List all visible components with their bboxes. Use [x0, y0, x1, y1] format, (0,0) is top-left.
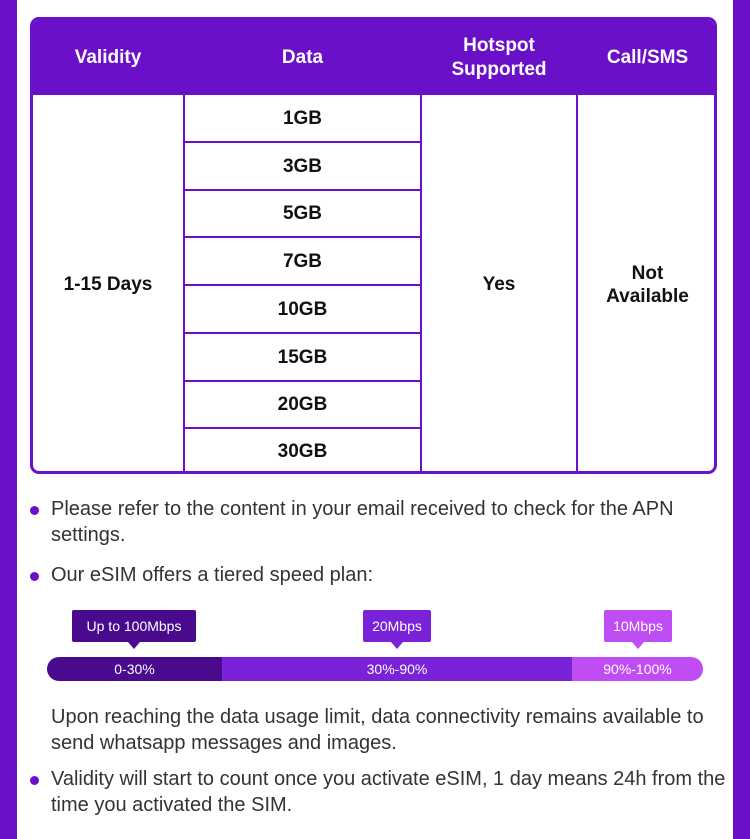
data-option: 5GB — [282, 203, 323, 224]
table-header — [33, 20, 714, 95]
hotspot-cell: Yes — [482, 274, 516, 295]
header-data: Data — [281, 46, 324, 68]
data-option: 30GB — [277, 441, 328, 462]
speed-segment: 30%-90% — [222, 657, 572, 681]
call-sms-cell: Not Available — [606, 262, 689, 307]
data-option: 15GB — [277, 346, 328, 368]
list-item: Our eSIM offers a tiered speed plan: — [30, 562, 730, 588]
speed-tag: Up to 100Mbps — [72, 610, 196, 642]
data-option: 3GB — [282, 155, 323, 177]
header-call-sms: Call/SMS — [606, 46, 689, 68]
data-option: 1GB — [282, 107, 323, 129]
speed-segment: 90%-100% — [572, 657, 703, 681]
info-list — [30, 496, 730, 588]
speed-segment: 0-30% — [47, 657, 222, 681]
bullet-dot-icon — [30, 776, 39, 785]
speed-plan — [47, 610, 703, 684]
validity-cell: 1-15 Days — [63, 274, 153, 295]
usage-note: Upon reaching the data usage limit, data connectivity remains available to send whatsapp messages and images. — [51, 706, 704, 754]
list-item: Validity will start to count once you activate eSIM, 1 day means 24h from the time you activated the SIM. — [30, 766, 750, 818]
speed-bar — [47, 657, 703, 681]
speed-tag: 20Mbps — [363, 610, 431, 642]
speed-tag: 10Mbps — [604, 610, 672, 642]
pointer-icon — [632, 642, 644, 649]
pointer-icon — [391, 642, 403, 649]
header-validity: Validity — [74, 46, 142, 68]
data-option: 7GB — [282, 250, 323, 272]
header-hotspot: Hotspot Supported — [451, 34, 547, 80]
data-option: 10GB — [277, 298, 328, 320]
bullet-dot-icon — [30, 506, 39, 515]
bullet-dot-icon — [30, 572, 39, 581]
plan-table — [30, 17, 717, 474]
list-item: Please refer to the content in your email received to check for the APN settings. — [30, 496, 730, 548]
pointer-icon — [128, 642, 140, 649]
data-option: 20GB — [277, 394, 328, 415]
